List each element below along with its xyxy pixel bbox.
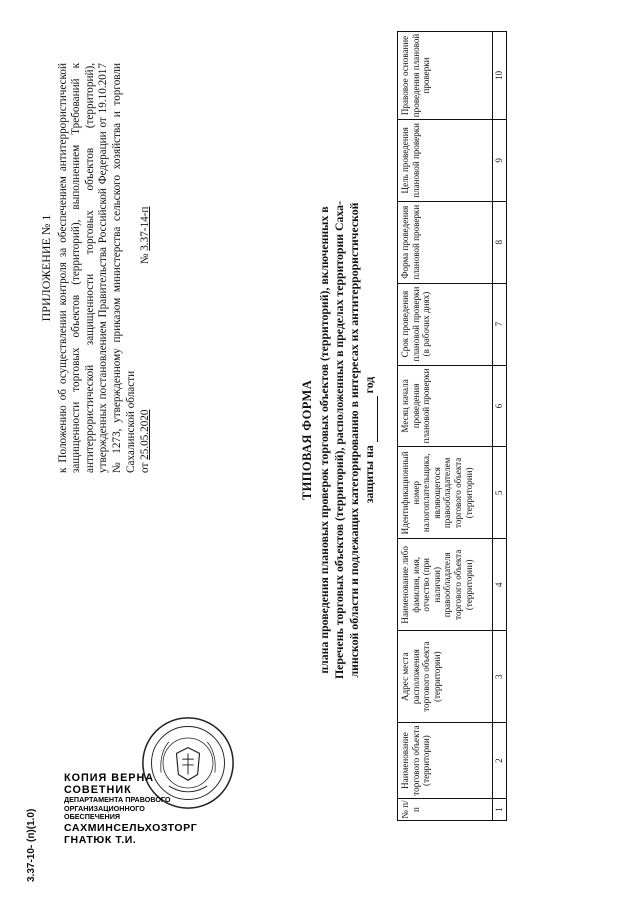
title-line-4-start: защиты на (362, 445, 376, 504)
title-line-3: линской области и подлежащих категорированию в интересах их антитеррористической (347, 202, 361, 678)
number-prefix: № (139, 253, 152, 265)
header-cell: Наименование торгового объекта (территории) (398, 723, 493, 799)
org-line: САХМИНСЕЛЬХОЗТОРГ (64, 821, 198, 834)
header-cell: Адрес места расположения торгового объекта (территории) (398, 631, 493, 723)
number-cell: 7 (493, 283, 507, 365)
header-cell: № п/ п (398, 799, 493, 821)
number-cell: 1 (493, 799, 507, 821)
header-cell: Идентификационный номер налогоплательщика, являющегося правообладателем торгового объекта (территории) (398, 447, 493, 539)
dept-line-3: ОБЕСПЕЧЕНИЯ (64, 812, 121, 822)
number-cell: 2 (493, 723, 507, 799)
copy-line: КОПИЯ ВЕРНА (64, 772, 155, 784)
header-cell: Срок проведения плановой проверки (в рабочих днях) (398, 283, 493, 365)
header-cell: Цель проведения плановой проверки (398, 119, 493, 201)
title-line-1: плана проведения плановых проверок торговых объектов (территорий), включенных в (317, 206, 331, 674)
form-title (300, 60, 378, 820)
title-line-4-end: год (362, 376, 376, 394)
header-cell: Наименование либо фамилия, имя, отчество (при наличии) правообладателя торгового объекта (территории) (398, 539, 493, 631)
header-cell: Правовое основание проведения плановой проверки (398, 32, 493, 120)
dept-line-1: ДЕПАРТАМЕНТА ПРАВОВОГО (64, 795, 171, 804)
date-value: 25.05.2020 (139, 409, 152, 460)
date-prefix: от (139, 462, 152, 473)
appendix-heading: ПРИЛОЖЕНИЕ № 1 (39, 214, 53, 322)
appendix-date-number (139, 63, 153, 473)
certification-block (64, 772, 224, 846)
form-heading: ТИПОВАЯ ФОРМА (300, 379, 314, 501)
number-cell: 10 (493, 32, 507, 120)
table-number-row (493, 32, 507, 821)
title-line-4 (362, 60, 378, 820)
appendix-body: к Положению об осуществлении контроля за обеспечением антитеррористической защищенности торговых объектов (территорий), выполнением Требований к антитеррористической защищенности торговых объектов (территорий), утвержденных постановлением Правительства Российской Федерации от 19.10.2017 № 1273, утвержденному приказом министерства сельского хозяйства и торговли Сахалинской области (56, 63, 137, 473)
number-cell: 5 (493, 447, 507, 539)
number-cell: 3 (493, 631, 507, 723)
document-code: 3.37-10- (п)(1.0) (26, 808, 37, 882)
table-header-row (398, 32, 493, 821)
year-blank (362, 396, 378, 442)
header-cell: Месяц начала проведения плановой проверки (398, 365, 493, 447)
number-cell: 6 (493, 365, 507, 447)
appendix-block (40, 63, 153, 473)
signer-name: ГНАТЮК Т.И. (64, 833, 137, 846)
number-cell: 9 (493, 119, 507, 201)
plan-table (397, 31, 507, 821)
position-line: СОВЕТНИК (64, 784, 132, 796)
number-cell: 8 (493, 201, 507, 283)
dept-line-2: ОРГАНИЗАЦИОННОГО (64, 803, 145, 813)
number-value: 3.37-14-п (139, 206, 152, 251)
header-cell: Форма проведения плановой проверки (398, 201, 493, 283)
number-cell: 4 (493, 539, 507, 631)
title-line-2: Перечень торговых объектов (территорий), расположенных в пределах территории Саха- (332, 201, 346, 680)
